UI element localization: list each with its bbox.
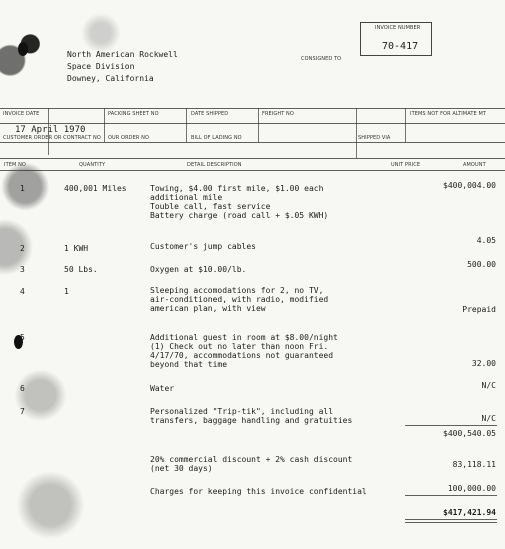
form-column-rule <box>104 108 105 142</box>
item-no-header: ITEM NO <box>4 162 26 168</box>
date-shipped-label: DATE SHIPPED <box>191 111 229 117</box>
invoice-number: 70-417 <box>382 41 419 52</box>
location: Downey, California <box>67 74 154 83</box>
form-rule <box>0 142 505 143</box>
line-item-amount: 32.00 <box>471 359 496 368</box>
line-item-number: 1 <box>20 184 25 193</box>
line-item-amount: 500.00 <box>467 260 496 269</box>
line-item-amount: 4.05 <box>476 236 496 245</box>
customer-order-label: CUSTOMER ORDER OR CONTRACT NO <box>3 135 101 141</box>
line-item-amount: N/C <box>481 381 496 390</box>
discount-amount: 83,118.11 <box>452 460 496 469</box>
total-double-rule <box>405 519 497 520</box>
discount-description: 20% commercial discount + 2% cash discount (net 30 days) <box>150 455 353 473</box>
amount-header: AMOUNT <box>463 162 486 168</box>
line-item-description: Towing, $4.00 first mile, $1.00 each additional mile Touble call, fast service Battery charge (road call + $.05 KWH) <box>150 184 329 220</box>
line-item-number: 4 <box>20 287 25 296</box>
form-column-rule <box>258 108 259 142</box>
line-item-amount: Prepaid <box>462 305 496 314</box>
invoice-total: $417,421.94 <box>443 508 496 517</box>
subtotal-amount: $400,540.05 <box>443 429 496 438</box>
form-rule <box>0 158 505 159</box>
ink-blot <box>18 42 28 56</box>
line-item-quantity: 1 <box>64 287 69 296</box>
items-not-label: ITEMS NOT FOR ALTIMATE MT <box>410 111 487 117</box>
line-item-number: 3 <box>20 265 25 274</box>
line-item-quantity: 1 KWH <box>64 244 89 253</box>
line-item-description: Additional guest in room at $8.00/night (1) Check out no later than noon Fri. 4/17/70, accommodations not guaranteed beyond that time <box>150 333 338 369</box>
line-item-number: 6 <box>20 384 25 393</box>
total-rule <box>405 495 497 496</box>
unit-price-header: UNIT PRICE <box>391 162 421 168</box>
our-order-label: OUR ORDER NO <box>108 135 150 141</box>
confidential-charge-description: Charges for keeping this invoice confidential <box>150 487 367 496</box>
line-item-description: Sleeping accomodations for 2, no TV, air-conditioned, with radio, modified american plan, with view <box>150 286 329 313</box>
line-item-description: Water <box>150 384 175 393</box>
line-item-description: Customer's jump cables <box>150 242 256 251</box>
line-item-number: 7 <box>20 407 25 416</box>
form-column-rule <box>405 108 406 142</box>
form-column-rule <box>356 108 357 158</box>
division: Space Division <box>67 62 135 71</box>
form-rule <box>0 108 505 109</box>
form-rule <box>0 170 505 171</box>
line-item-number: 2 <box>20 244 25 253</box>
consigned-to-label: CONSIGNED TO <box>301 56 342 62</box>
bill-of-lading-label: BILL OF LADING NO <box>191 135 242 141</box>
form-rule <box>0 123 505 124</box>
invoice-number-label: INVOICE NUMBER <box>375 25 421 31</box>
quantity-header: QUANTITY <box>79 162 106 168</box>
freight-no-label: FREIGHT NO <box>262 111 294 117</box>
form-column-rule <box>186 108 187 142</box>
invoice-date: 17 April 1970 <box>15 125 86 135</box>
invoice-date-label: INVOICE DATE <box>3 111 40 117</box>
line-item-description: Oxygen at $10.00/lb. <box>150 265 247 274</box>
line-item-amount: N/C <box>481 414 496 423</box>
confidential-charge-amount: 100,000.00 <box>447 484 496 493</box>
line-item-number: 5 <box>20 333 25 342</box>
line-item-quantity: 400,001 Miles <box>64 184 127 193</box>
total-double-rule <box>405 522 497 523</box>
line-item-quantity: 50 Lbs. <box>64 265 98 274</box>
company-name: North American Rockwell <box>67 50 178 59</box>
shipped-via-label: SHIPPED VIA <box>358 135 391 141</box>
line-item-description: Personalized "Trip-tik", including all transfers, baggage handling and gratuities <box>150 407 353 425</box>
subtotal-rule <box>405 425 497 426</box>
description-header: DETAIL DESCRIPTION <box>187 162 242 168</box>
line-item-amount: $400,004.00 <box>443 181 496 190</box>
packing-sheet-label: PACKING SHEET NO <box>108 111 159 117</box>
